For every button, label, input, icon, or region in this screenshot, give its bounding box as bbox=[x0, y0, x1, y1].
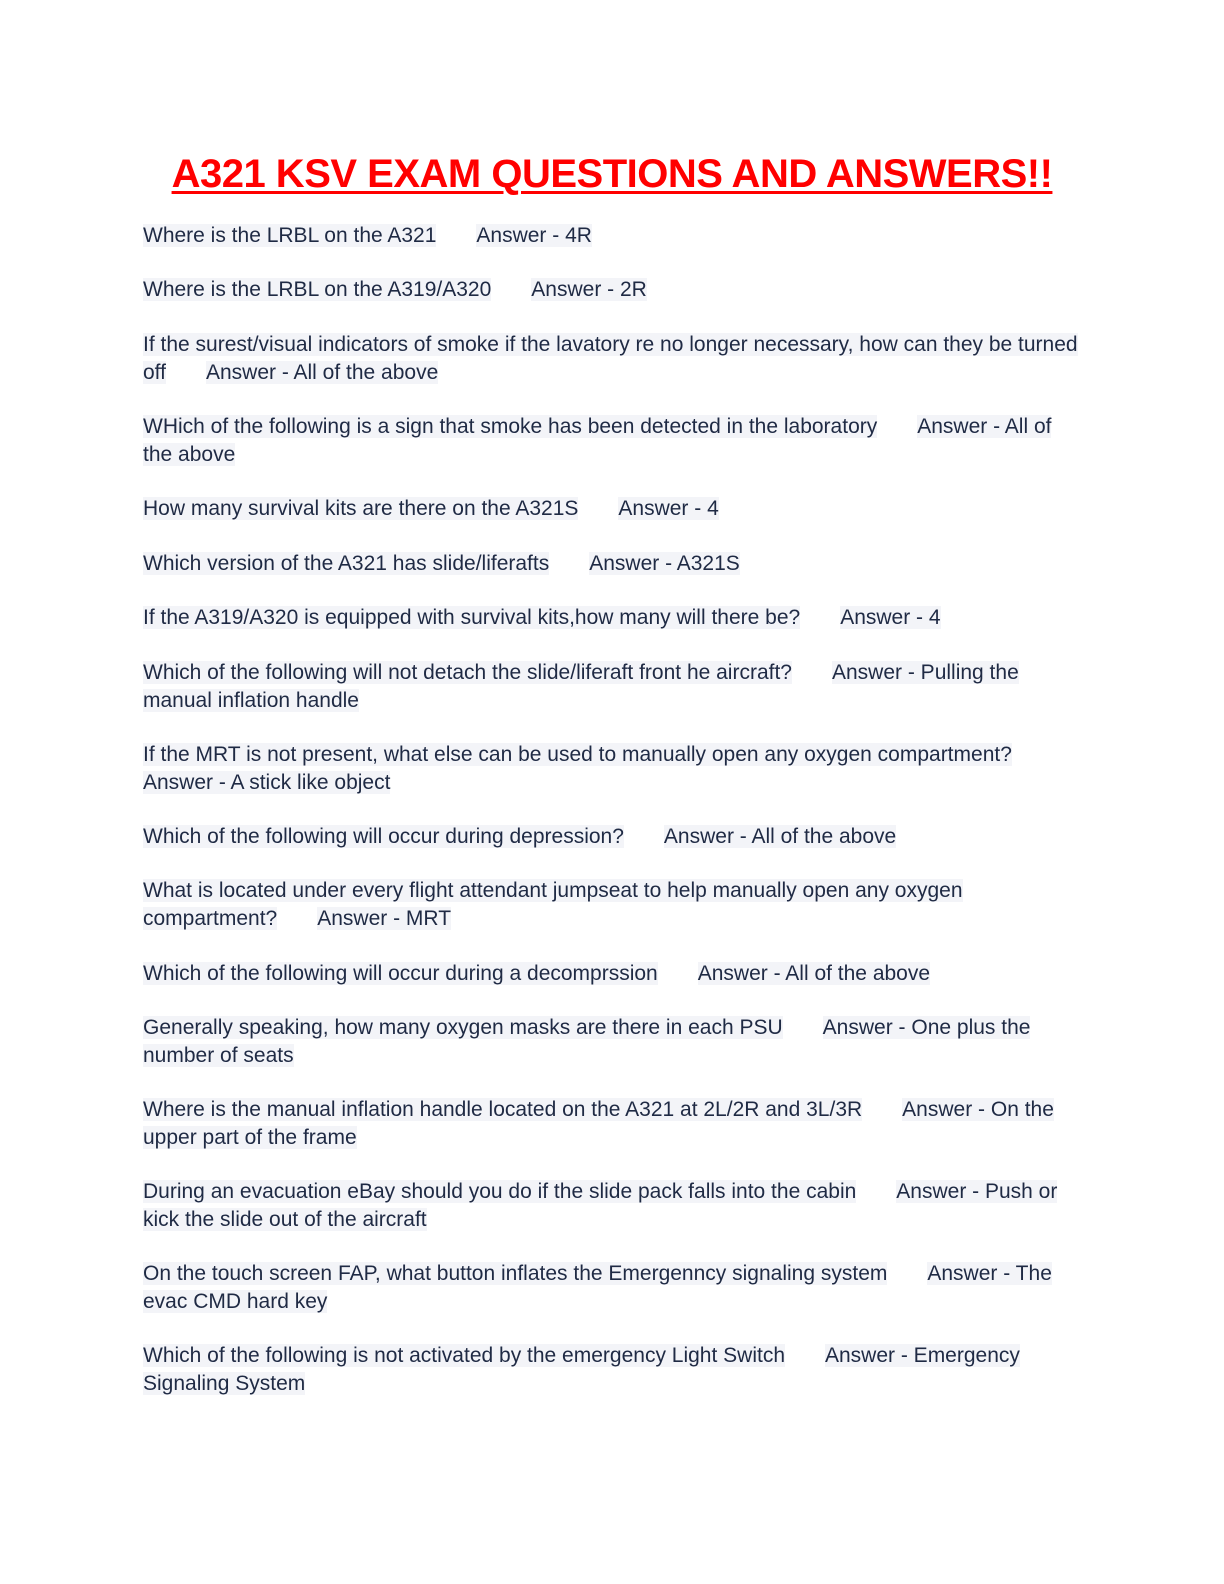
question-text: On the touch screen FAP, what button inflates the Emergenncy signaling system bbox=[143, 1262, 888, 1285]
question-text: If the surest/visual indicators of smoke if the lavatory re no longer necessary, how can they be turned off bbox=[143, 333, 1078, 384]
answer-text: Answer - One plus the number of seats bbox=[143, 1016, 1031, 1067]
question-text: Where is the LRBL on the A321 bbox=[143, 224, 437, 247]
qa-item bbox=[143, 413, 1083, 468]
question-text: Which of the following will occur during a decomprssion bbox=[143, 962, 658, 985]
qa-item bbox=[143, 550, 1083, 578]
qa-item bbox=[143, 659, 1083, 714]
qa-item bbox=[143, 331, 1083, 386]
answer-text: Answer - 4 bbox=[840, 606, 941, 629]
question-text: Generally speaking, how many oxygen masks are there in each PSU bbox=[143, 1016, 783, 1039]
answer-text: Answer - A stick like object bbox=[143, 770, 391, 794]
answer-text: Answer - On the upper part of the frame bbox=[143, 1098, 1054, 1149]
qa-item bbox=[143, 1260, 1083, 1315]
answer-text: Answer - All of the above bbox=[205, 360, 439, 384]
question-text: How many survival kits are there on the A321S bbox=[143, 497, 579, 520]
qa-item bbox=[143, 1342, 1083, 1397]
question-text: Which of the following will not detach the slide/liferaft front he aircraft? bbox=[143, 661, 792, 684]
question-text: WHich of the following is a sign that smoke has been detected in the laboratory bbox=[143, 415, 878, 438]
question-text: Which of the following is not activated by the emergency Light Switch bbox=[143, 1344, 785, 1367]
answer-text: Answer - 4R bbox=[476, 224, 592, 247]
question-text: What is located under every flight attendant jumpseat to help manually open any oxygen compartment? bbox=[143, 879, 963, 930]
qa-item bbox=[143, 276, 1083, 304]
qa-item bbox=[143, 960, 1083, 988]
document-title: A321 KSV EXAM QUESTIONS AND ANSWERS!! bbox=[171, 152, 1053, 196]
question-text: Where is the LRBL on the A319/A320 bbox=[143, 278, 492, 301]
qa-item bbox=[143, 604, 1083, 632]
question-text: If the MRT is not present, what else can be used to manually open any oxygen compartment? bbox=[143, 743, 1012, 766]
answer-text: Answer - Push or kick the slide out of the aircraft bbox=[143, 1180, 1058, 1231]
answer-text: Answer - The evac CMD hard key bbox=[143, 1262, 1052, 1313]
answer-text: Answer - All of the above bbox=[143, 415, 1052, 466]
qa-item bbox=[143, 877, 1083, 932]
qa-item bbox=[143, 1096, 1083, 1151]
qa-item bbox=[143, 222, 1083, 250]
qa-item bbox=[143, 1014, 1083, 1069]
question-text: Where is the manual inflation handle located on the A321 at 2L/2R and 3L/3R bbox=[143, 1098, 863, 1121]
qa-item bbox=[143, 1178, 1083, 1233]
qa-item bbox=[143, 741, 1083, 796]
question-text: If the A319/A320 is equipped with survival kits,how many will there be? bbox=[143, 606, 801, 629]
question-text: Which of the following will occur during depression? bbox=[143, 825, 624, 848]
answer-text: Answer - Pulling the manual inflation handle bbox=[143, 661, 1019, 712]
answer-text: Answer - A321S bbox=[589, 552, 740, 575]
question-text: During an evacuation eBay should you do if the slide pack falls into the cabin bbox=[143, 1180, 857, 1203]
answer-text: Answer - Emergency Signaling System bbox=[143, 1344, 1020, 1395]
answer-text: Answer - All of the above bbox=[663, 825, 897, 848]
answer-text: Answer - 4 bbox=[618, 497, 719, 520]
answer-text: Answer - MRT bbox=[317, 906, 452, 930]
answer-text: Answer - All of the above bbox=[697, 962, 931, 985]
qa-item bbox=[143, 823, 1083, 851]
answer-text: Answer - 2R bbox=[531, 278, 647, 301]
question-text: Which version of the A321 has slide/liferafts bbox=[143, 552, 550, 575]
qa-item bbox=[143, 495, 1083, 523]
